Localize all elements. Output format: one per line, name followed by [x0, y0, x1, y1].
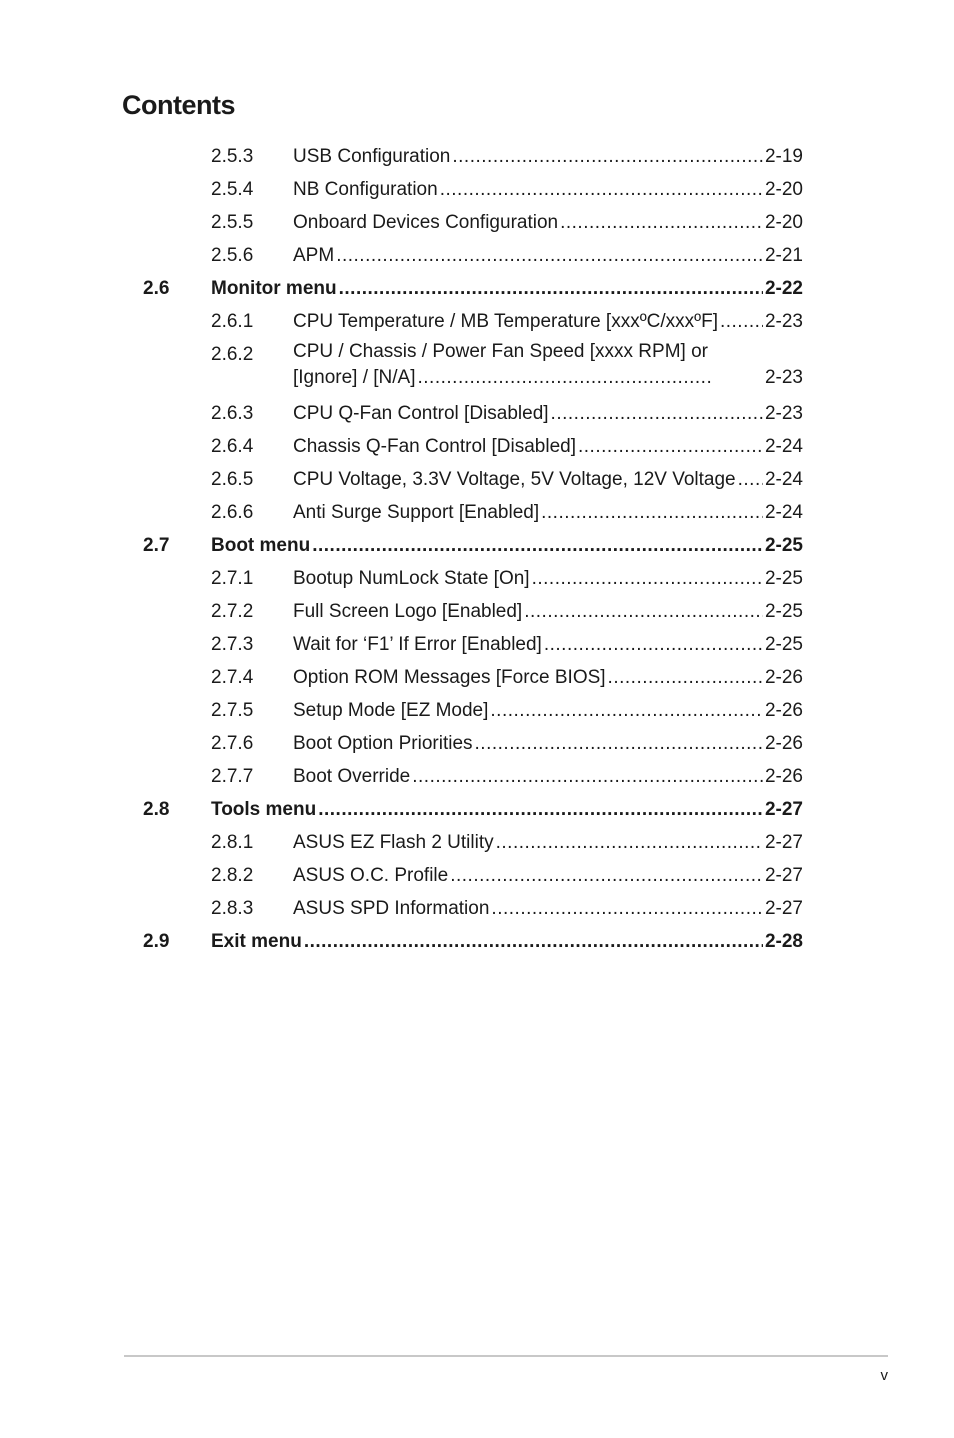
toc-entry-page: 2-26 [764, 667, 803, 688]
toc-entry-page: 2-27 [764, 832, 803, 853]
toc-entry[interactable] [0, 727, 954, 760]
toc-entry[interactable] [0, 397, 954, 430]
toc-entry-page: 2-27 [764, 865, 803, 886]
toc-entry-title: Exit menu [211, 931, 302, 952]
toc-entry-page: 2-23 [764, 311, 803, 332]
toc-entry-number: 2.6.5 [211, 469, 254, 490]
toc-entry-number: 2.8.1 [211, 832, 254, 853]
dot-leader [578, 430, 763, 463]
toc-entry-page: 2-21 [764, 245, 803, 266]
toc-entry[interactable] [0, 239, 954, 272]
toc-entry-page: 2-25 [764, 634, 803, 655]
dot-leader [544, 628, 763, 661]
toc-entry-number: 2.8.2 [211, 865, 254, 886]
toc-entry-title: Tools menu [211, 799, 317, 820]
toc-entry-number: 2.8.3 [211, 898, 254, 919]
toc-entry[interactable] [0, 826, 954, 859]
toc-entry-title: Full Screen Logo [Enabled] [293, 601, 523, 622]
toc-entry-number: 2.7.5 [211, 700, 254, 721]
toc-entry-title: Chassis Q-Fan Control [Disabled] [293, 436, 576, 457]
toc-entry-title: Anti Surge Support [Enabled] [293, 502, 540, 523]
dot-leader [304, 925, 763, 958]
dot-leader [318, 793, 763, 826]
toc-entry-number: 2.7.3 [211, 634, 254, 655]
dot-leader [412, 760, 763, 793]
toc-entry-title: USB Configuration [293, 146, 451, 167]
page-title: Contents [122, 90, 235, 120]
toc-entry[interactable] [0, 173, 954, 206]
dot-leader [560, 206, 763, 239]
dot-leader [418, 365, 712, 391]
toc-entry-page: 2-25 [764, 568, 803, 589]
toc-entry-number: 2.7.4 [211, 667, 254, 688]
toc-entry[interactable] [0, 595, 954, 628]
dot-leader [475, 727, 763, 760]
toc-entry-number: 2.6.3 [211, 403, 254, 424]
toc-entry-number: 2.6.2 [211, 344, 254, 365]
toc-entry-number: 2.5.5 [211, 212, 254, 233]
dot-leader [541, 496, 763, 529]
dot-leader [440, 173, 763, 206]
toc-entry-page: 2-27 [764, 799, 803, 820]
toc-entry-title: ASUS EZ Flash 2 Utility [293, 832, 494, 853]
toc-entry-page: 2-20 [764, 179, 803, 200]
toc-entry-number: 2.8 [143, 799, 170, 820]
dot-leader [496, 826, 763, 859]
toc-entry-page: 2-28 [764, 931, 803, 952]
toc-entry[interactable] [0, 430, 954, 463]
toc-entry-number: 2.7.7 [211, 766, 254, 787]
toc-entry[interactable] [0, 760, 954, 793]
toc-entry-page: 2-23 [764, 403, 803, 424]
toc-entry-number: 2.7.1 [211, 568, 254, 589]
toc-entry[interactable] [0, 496, 954, 529]
toc-section-entry[interactable] [0, 925, 954, 958]
toc-entry-title: Onboard Devices Configuration [293, 212, 559, 233]
toc-entry[interactable] [0, 694, 954, 727]
toc-section-entry[interactable] [0, 529, 954, 562]
toc-entry[interactable] [0, 562, 954, 595]
toc-entry-title: Boot Override [293, 766, 411, 787]
toc-entry-number: 2.6.4 [211, 436, 254, 457]
toc-entry-page: 2-26 [764, 733, 803, 754]
toc-entry-title: Monitor menu [211, 278, 337, 299]
dot-leader [524, 595, 763, 628]
toc-entry[interactable] [0, 206, 954, 239]
toc-entry-title: Boot Option Priorities [293, 733, 473, 754]
toc-entry-title: Boot menu [211, 535, 311, 556]
toc-entry-number: 2.5.6 [211, 245, 254, 266]
footer-divider [124, 1355, 888, 1357]
toc-entry-page: 2-26 [764, 700, 803, 721]
toc-entry-title: Bootup NumLock State [On] [293, 568, 530, 589]
table-of-contents [0, 140, 954, 958]
dot-leader [312, 529, 763, 562]
toc-entry-number: 2.7.6 [211, 733, 254, 754]
toc-entry-number: 2.6.1 [211, 311, 254, 332]
toc-entry-title: CPU / Chassis / Power Fan Speed [xxxx RPM] or [293, 341, 708, 362]
toc-entry-title: ASUS SPD Information [293, 898, 490, 919]
toc-entry-title: ASUS O.C. Profile [293, 865, 449, 886]
toc-entry-title: CPU Voltage, 3.3V Voltage, 5V Voltage, 12V Voltage [293, 469, 736, 490]
toc-entry-title: Wait for ‘F1’ If Error [Enabled] [293, 634, 542, 655]
toc-entry-page: 2-22 [764, 278, 803, 299]
dot-leader [532, 562, 763, 595]
toc-entry-title-continued: [Ignore] / [N/A] [293, 367, 416, 388]
dot-leader [551, 397, 763, 430]
toc-entry-number: 2.5.3 [211, 146, 254, 167]
toc-entry-number: 2.5.4 [211, 179, 254, 200]
dot-leader [491, 892, 763, 925]
toc-entry-title: Option ROM Messages [Force BIOS] [293, 667, 606, 688]
dot-leader [738, 463, 763, 496]
toc-entry[interactable] [0, 140, 954, 173]
dot-leader [450, 859, 763, 892]
toc-entry-page: 2-25 [764, 535, 803, 556]
toc-entry-page: 2-23 [764, 367, 803, 388]
toc-entry-page: 2-24 [764, 469, 803, 490]
toc-entry-number: 2.7.2 [211, 601, 254, 622]
toc-entry-title: CPU Q-Fan Control [Disabled] [293, 403, 549, 424]
toc-entry[interactable] [0, 892, 954, 925]
toc-entry[interactable] [0, 463, 954, 496]
dot-leader [339, 272, 763, 305]
toc-entry-number: 2.9 [143, 931, 170, 952]
dot-leader [452, 140, 763, 173]
dot-leader [608, 661, 763, 694]
toc-entry-number: 2.6.6 [211, 502, 254, 523]
toc-entry[interactable] [0, 305, 954, 338]
toc-entry-page: 2-26 [764, 766, 803, 787]
toc-entry-title: Setup Mode [EZ Mode] [293, 700, 489, 721]
toc-entry-page: 2-20 [764, 212, 803, 233]
toc-entry[interactable] [0, 859, 954, 892]
toc-entry-page: 2-27 [764, 898, 803, 919]
dot-leader [490, 694, 763, 727]
toc-entry-title: APM [293, 245, 335, 266]
toc-entry[interactable] [0, 661, 954, 694]
toc-entry-page: 2-24 [764, 502, 803, 523]
toc-entry-page: 2-19 [764, 146, 803, 167]
toc-entry-page: 2-24 [764, 436, 803, 457]
dot-leader [720, 305, 763, 338]
dot-leader [336, 239, 763, 272]
toc-entry[interactable] [0, 628, 954, 661]
toc-entry-title: NB Configuration [293, 179, 438, 200]
page-number: v [880, 1367, 888, 1384]
toc-entry-page: 2-25 [764, 601, 803, 622]
toc-entry-number: 2.6 [143, 278, 170, 299]
toc-entry-number: 2.7 [143, 535, 170, 556]
toc-section-entry[interactable] [0, 272, 954, 305]
toc-entry-title: CPU Temperature / MB Temperature [xxxºC/xxxºF] [293, 311, 718, 332]
toc-entry[interactable] [0, 338, 954, 397]
toc-section-entry[interactable] [0, 793, 954, 826]
